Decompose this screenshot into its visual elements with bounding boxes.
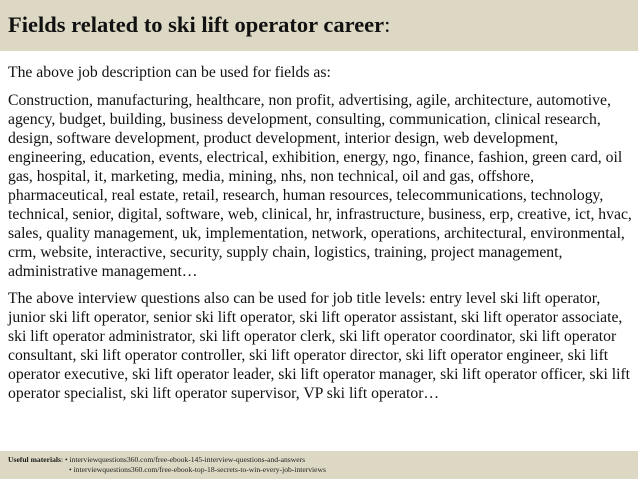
page-title [8, 11, 390, 39]
footer-bar [0, 451, 638, 479]
job-titles-paragraph: The above interview questions also can be used for job title levels: entry level ski lift operator, junior ski lift operator, senior ski lift operator, ski lift operator assistant, ski lift operator associate, ski lift operator administrator, ski lift operator clerk, ski lift operator coordinator, ski lift operator consultant, ski lift operator controller, ski lift operator director, ski lift operator engineer, ski lift operator executive, ski lift operator leader, ski lift operator manager, ski lift operator officer, ski lift operator specialist, ski lift operator supervisor, VP ski lift operator… [8, 290, 631, 402]
intro-paragraph: The above job description can be used for fields as: [8, 64, 331, 81]
footer-row [8, 455, 305, 465]
useful-materials-label: Useful materials [8, 455, 61, 464]
footer-separator: : [60, 455, 65, 464]
fields-paragraph: Construction, manufacturing, healthcare, non profit, advertising, agile, architecture, automotive, agency, budget, building, business development, consulting, communication, clinical research, design, software development, product development, interior design, web development, engineering, education, events, electrical, exhibition, energy, ngo, finance, fashion, green card, oil gas, hospital, it, marketing, media, mining, nhs, non technical, oil and gas, offshore, pharmaceutical, real estate, retail, research, human resources, telecommunications, technology, technical, senior, digital, software, web, clinical, hr, infrastructure, business, erp, creative, ict, hvac, sales, quality management, uk, implementation, network, operations, architectural, environmental, crm, website, interactive, security, supply chain, logistics, training, project management, administrative management… [8, 92, 632, 280]
title-bar [0, 0, 638, 51]
footer-link[interactable]: • interviewquestions360.com/free-ebook-top-18-secrets-to-win-every-job-interviews [69, 465, 326, 474]
footer-row [69, 465, 326, 475]
slide-body [8, 63, 634, 403]
title-text: Fields related to ski lift operator career [8, 12, 385, 37]
footer-link[interactable]: • interviewquestions360.com/free-ebook-145-interview-questions-and-answers [64, 455, 306, 464]
title-colon: : [384, 12, 391, 37]
